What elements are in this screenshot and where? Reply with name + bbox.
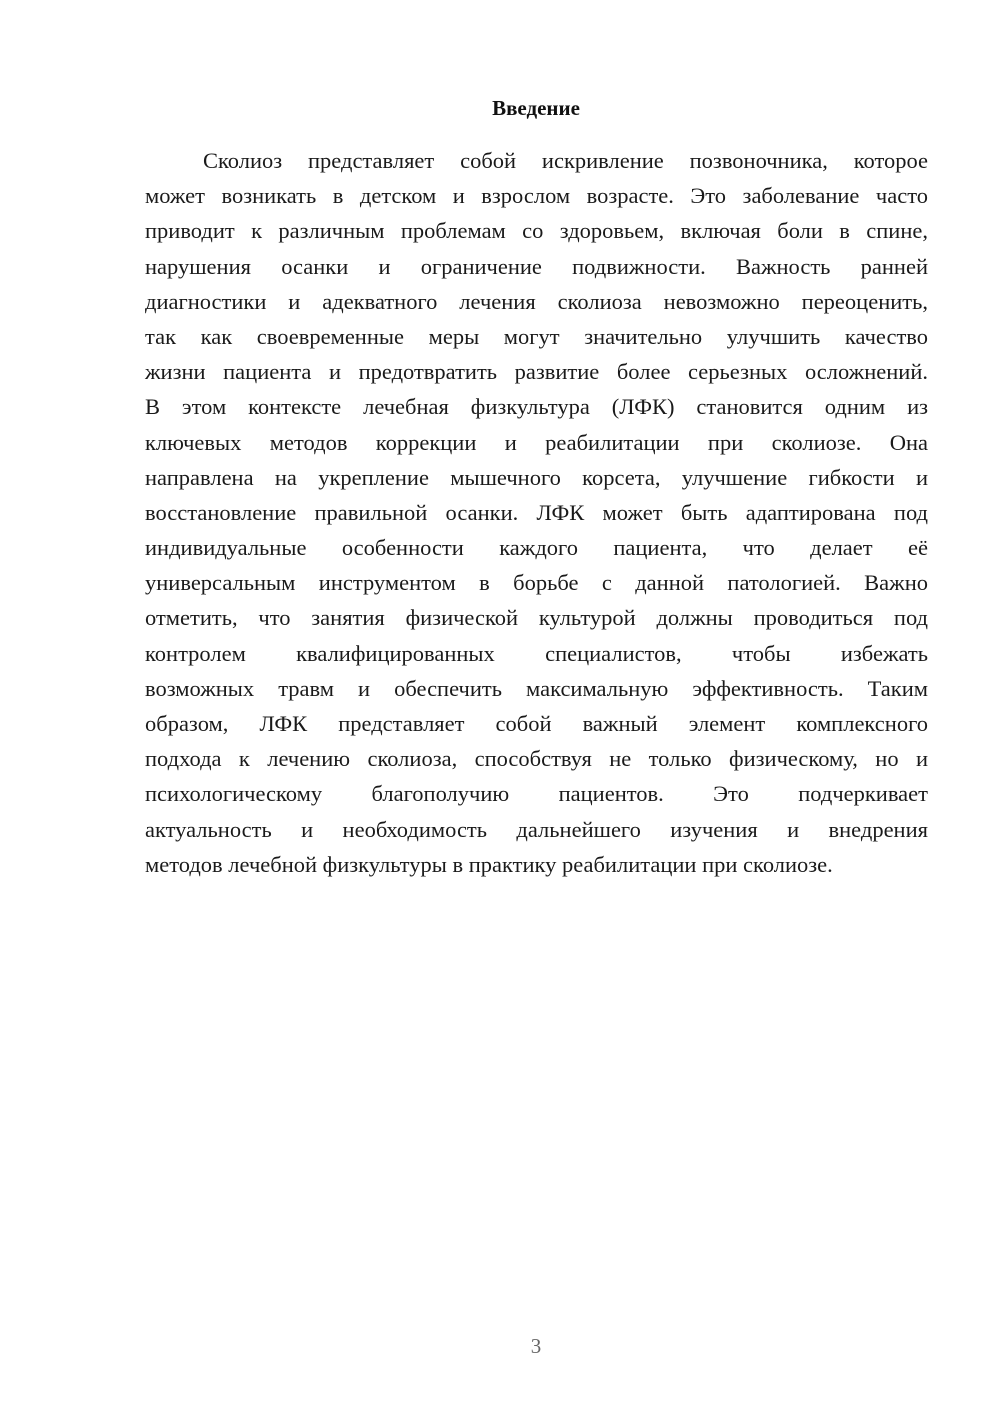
paragraph-line: подхода к лечению сколиоза, способствуя не только физическому, но и — [145, 746, 928, 772]
paragraph-line: может возникать в детском и взрослом возрасте. Это заболевание часто — [145, 183, 928, 209]
paragraph-line: универсальным инструментом в борьбе с данной патологией. Важно — [145, 570, 928, 596]
paragraph-line: В этом контексте лечебная физкультура (ЛФК) становится одним из — [145, 394, 928, 420]
section-heading: Введение — [492, 96, 580, 120]
paragraph-line: контролем квалифицированных специалистов, чтобы избежать — [145, 640, 928, 666]
paragraph-line: возможных травм и обеспечить максимальную эффективность. Таким — [145, 675, 928, 701]
paragraph-line: нарушения осанки и ограничение подвижности. Важность ранней — [145, 253, 928, 279]
page-number: 3 — [530, 1334, 542, 1358]
paragraph-line: приводит к различным проблемам со здоровьем, включая боли в спине, — [145, 218, 928, 244]
paragraph-line: диагностики и адекватного лечения сколиоза невозможно переоценить, — [145, 288, 928, 314]
paragraph-line: восстановление правильной осанки. ЛФК может быть адаптирована под — [145, 499, 928, 525]
intro-paragraph — [145, 143, 928, 882]
paragraph-line: образом, ЛФК представляет собой важный элемент комплексного — [145, 711, 928, 736]
paragraph-line: направлена на укрепление мышечного корсета, улучшение гибкости и — [145, 464, 928, 490]
paragraph-line: отметить, что занятия физической культурой должны проводиться под — [145, 605, 928, 631]
paragraph-line: жизни пациента и предотвратить развитие более серьезных осложнений. — [145, 359, 928, 385]
paragraph-line: индивидуальные особенности каждого пациента, что делает её — [145, 535, 928, 561]
paragraph-line: ключевых методов коррекции и реабилитации при сколиозе. Она — [145, 429, 928, 455]
paragraph-line: методов лечебной физкультуры в практику реабилитации при сколиозе. — [145, 851, 833, 877]
paragraph-line: актуальность и необходимость дальнейшего изучения и внедрения — [145, 816, 928, 842]
paragraph-line: так как своевременные меры могут значительно улучшить качество — [145, 323, 928, 349]
paragraph-line: психологическому благополучию пациентов. Это подчеркивает — [145, 781, 928, 807]
paragraph-line: Сколиоз представляет собой искривление позвоночника, которое — [203, 148, 928, 173]
